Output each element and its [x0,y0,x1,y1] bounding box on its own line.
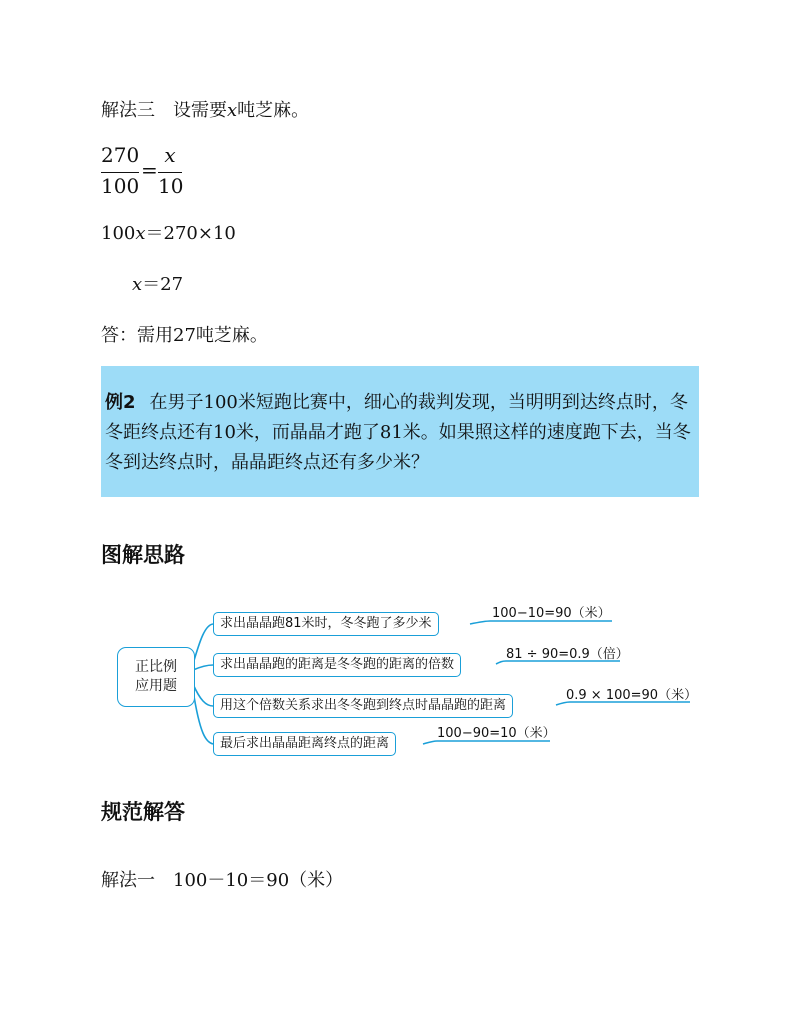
eq1-coef: 100 [101,223,136,244]
mindmap-step-4: 最后求出晶晶距离终点的距离 [213,732,396,756]
example-label: 例2 [105,392,136,413]
method3-title-text: 解法三 设需要 [101,100,227,121]
fraction-right-numerator: x [164,143,176,167]
mindmap-step-1: 求出晶晶跑81米时，冬冬跑了多少米 [213,612,439,636]
fraction-right-bar [158,172,182,173]
equation-line-2 [132,270,183,296]
mindmap-root [117,647,195,707]
mindmap-root-line-1: 正比例 [135,659,177,675]
mindmap-result-4: 100−90=10（米） [437,726,556,741]
connector-branch-3 [193,684,213,706]
fraction-left-numerator: 270 [101,143,140,167]
eq2-rest: ＝27 [142,274,184,295]
section-heading-solution: 规范解答 [101,800,185,824]
section-heading-diagram: 图解思路 [101,543,185,567]
fraction-left-bar [101,172,139,173]
eq1-rest: ＝270×10 [145,223,236,244]
fraction-right-denominator: 10 [158,174,184,198]
example-body: 在男子100米短跑比赛中，细心的裁判发现，当明明到达终点时，冬冬距终点还有10米，而晶晶才跑了81米。如果照这样的速度跑下去，当冬冬到达终点时，晶晶距终点还有多少米？ [105,392,691,473]
method3-title-tail: 吨芝麻。 [237,100,310,121]
mindmap-step-2: 求出晶晶跑的距离是冬冬跑的距离的倍数 [213,653,461,677]
result-underline-1 [470,621,612,624]
equals-sign: = [141,158,158,182]
equation-line-1 [101,219,236,245]
answer-line: 答：需用27吨芝麻。 [101,325,268,346]
connector-branch-1 [193,624,213,664]
eq1-var: x [135,223,146,244]
method3-var: x [227,100,238,121]
example-text [105,388,697,478]
mindmap-result-2: 81 ÷ 90=0.9（倍） [506,647,629,662]
example-box [101,366,699,497]
mindmap-step-3: 用这个倍数关系求出冬冬跑到终点时晶晶跑的距离 [213,694,513,718]
result-underline-4 [423,741,550,744]
method1-line: 解法一 100－10＝90（米） [101,870,344,891]
mindmap-result-3: 0.9 × 100=90（米） [566,688,698,703]
eq2-var: x [132,274,143,295]
connector-branch-2 [193,665,213,670]
method3-title [101,96,309,122]
mindmap-root-line-2: 应用题 [135,678,177,694]
mindmap-result-1: 100−10=90（米） [492,606,611,621]
fraction-left-denominator: 100 [101,174,140,198]
connector-branch-4 [193,690,213,744]
